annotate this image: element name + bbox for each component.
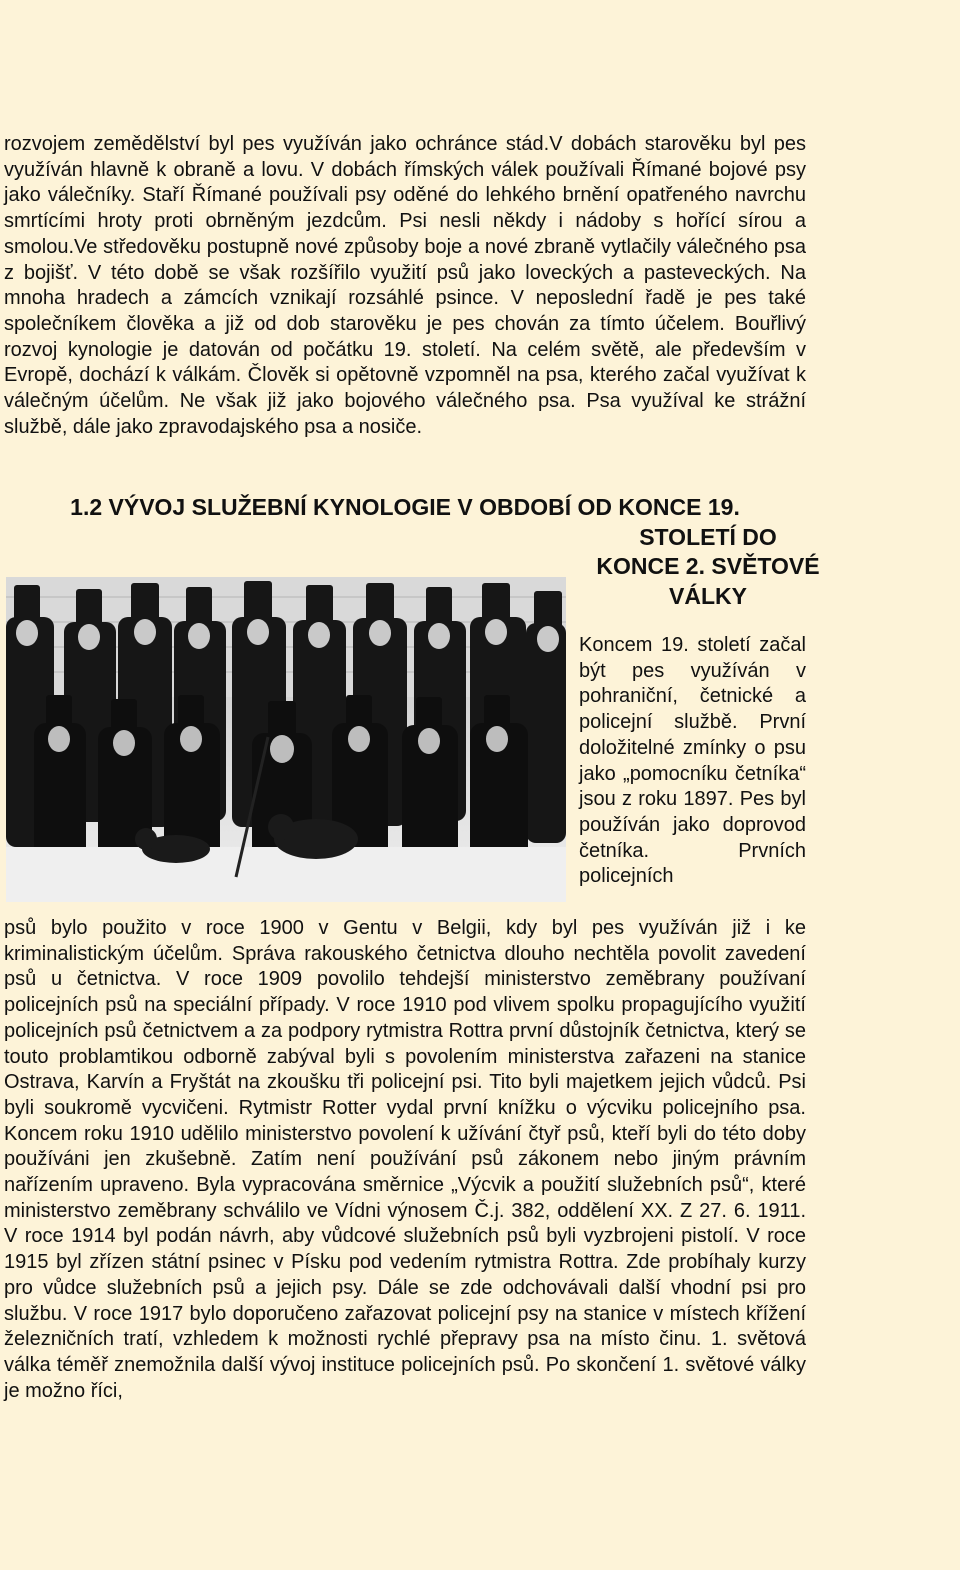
heading-line-1: 1.2 VÝVOJ SLUŽEBNÍ KYNOLOGIE V OBDOBÍ OD KONCE 19. [70,494,740,520]
body-paragraph-2-continued: psů bylo použito v roce 1900 v Gentu v Belgii, kdy byl pes využíván již i ke kriminalistickým účelům. Správa rakouského četnictva dlouho nechtěla povolit zavedení psů u četnictva. V roce 1909 povolilo tehdejší ministerstvo zeměbrany používaní policejních psů na speciální případy. V roce 1910 pod vlivem spolku propagujícího využití policejních psů četnictvem a za podpory rytmistra Rottra první důstojník četnictva, který se touto problamtikou odborně zabýval byli s povolením ministerstva zařazeni na stanice Ostrava, Karvín a Fryštát na zkoušku tři policejní psi. Tito byli majetkem jejich vůdců. Psi byli soukromě vycvičeni. Rytmistr Rotter vydal první knížku o výcviku policejního psa. Koncem roku 1910 udělilo ministerstvo povolení k užívání čtyř psů, kteří byli do této doby používáni jen zkušebně. Zatím není používání psů zákonem nebo jiným právním nařízením upraveno. Byla vypracována směrnice „Výcvik a použití služebních psů“, které ministerstvo zeměbrany schválilo ve Vídni výnosem Č.j. 382, oddělení XX. Z 27. 6. 1911. V roce 1914 byl podán návrh, aby vůdcové služebních psů byli vyzbrojeni pistolí. V roce 1915 byl zřízen státní psinec v Písku pod vedením rytmistra Rottra. Zde probíhaly kurzy pro vůdce služebních psů a jejich psy. Dále se zde odchovávali další vhodní psi pro službu. V roce 1917 bylo doporučeno zařazovat policejní psy na stanice v místech křížení železničních tratí, vzhledem k možnosti rychlé přepravy psa na místo činu. 1. světová válka téměř znemožnila další vývoj instituce policejních psů. Po skončení 1. světové války je možno říci, [4,917,806,1402]
body-paragraph-1: rozvojem zemědělství byl pes využíván jako ochránce stád.V dobách starověku byl pes využíván hlavně k obraně a lovu. V dobách římských válek používali Římané bojové psy jako válečníky. Staří Římané používali psy oděné do lehkého brnění opatřeného navrchu smrtícími hroty proti obrněným jezdcům. Psi nesli někdy i nádoby s hořící sírou a smolou.Ve středověku postupně nové způsoby boje a nové zbraně vytlačily válečného psa z bojišť. V této době se však rozšířilo využití psů jako loveckých a pasteveckých. Na mnoha hradech a zámcích vznikají rozsáhlé psince. V neposlední řadě je pes také společníkem člověka a již od dob starověku je pes chován za tímto účelem. Bouřlivý rozvoj kynologie je datován od počátku 19. století. Na celém světě, ale především v Evropě, dochází k válkám. Člověk si opětovně vzpomněl na psa, kterého začal využívat k válečným účelům. Ne však již jako bojového válečného psa. Psa využíval ke strážní službě, dále jako zpravodajského psa a nosiče. [4,133,806,438]
historical-gendarmes-photo [6,577,566,902]
body-paragraph-2-side: Koncem 19. století začal být pes využíván v pohraniční, četnické a policejní službě. První doložitelné zmínky o psu jako „pomocníku četníka“ jsou z roku 1897. Pes byl používán jako doprovod četníka. Prvních policejních [579,634,806,888]
heading-line-2: STOLETÍ DO [639,523,777,550]
heading-line-4: VÁLKY [669,582,747,609]
heading-line-3: KONCE 2. SVĚTOVÉ [596,553,820,579]
photo-illustration [6,577,566,902]
